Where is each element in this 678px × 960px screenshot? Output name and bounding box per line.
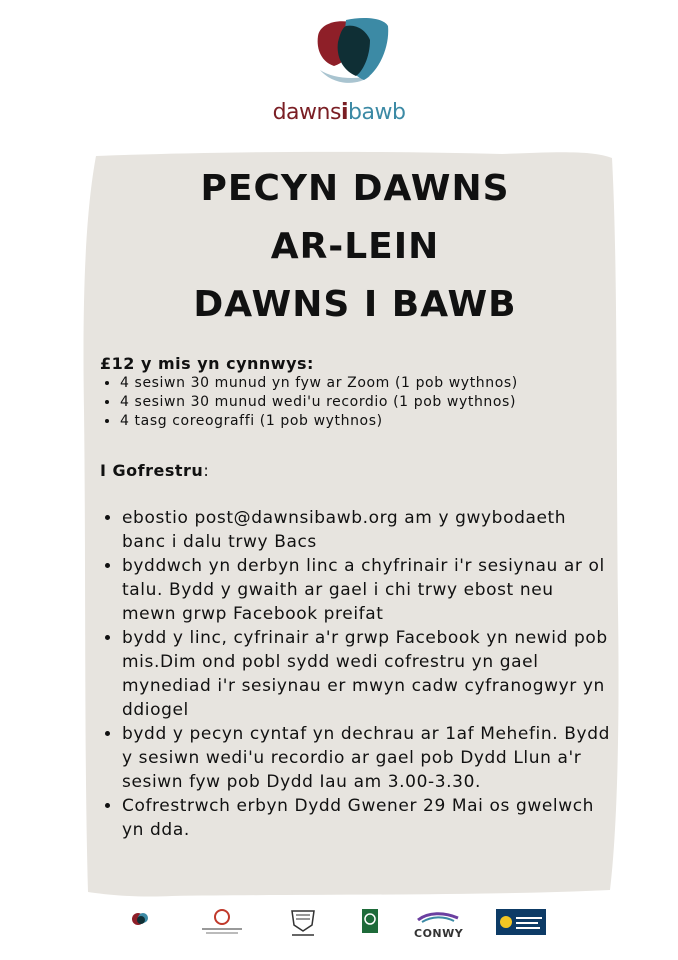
register-heading-colon: : bbox=[203, 461, 210, 480]
brand-wordmark bbox=[0, 100, 678, 125]
arts-council-wales-logo-icon bbox=[196, 907, 248, 937]
list-item: • 4 sesiwn 30 munud yn fyw ar Zoom (1 pob wythnos) bbox=[120, 374, 610, 393]
green-badge-logo-icon bbox=[360, 907, 380, 935]
flyer-content bbox=[100, 160, 610, 842]
list-item: • Cofrestrwch erbyn Dydd Gwener 29 Mai os gwelwch yn dda. bbox=[122, 794, 610, 842]
register-heading-text: I Gofrestru bbox=[100, 461, 204, 480]
list-item: • bydd y pecyn cyntaf yn dechrau ar 1af Mehefin. Bydd y sesiwn wedi'u recordio ar gael pob Dydd Llun a'r sesiwn fyw pob Dydd Iau am 3.00-3.30. bbox=[122, 722, 610, 794]
list-item: • ebostio post@dawnsibawb.org am y gwybodaeth banc i dalu trwy Bacs bbox=[122, 506, 610, 554]
sponsor-logos bbox=[0, 905, 678, 945]
list-item: • 4 tasg coreograffi (1 pob wythnos) bbox=[120, 412, 610, 431]
brand-part-dawns: dawns bbox=[272, 100, 341, 125]
register-list bbox=[100, 506, 610, 842]
conwy-logo bbox=[414, 909, 462, 939]
blue-organisation-logo-icon bbox=[496, 909, 546, 935]
brand-part-i: i bbox=[340, 100, 348, 125]
pricing-heading: £12 y mis yn cynnwys: bbox=[100, 354, 314, 373]
register-heading bbox=[100, 461, 610, 480]
title-line-1: PECYN DAWNS bbox=[200, 168, 510, 209]
list-item: • 4 sesiwn 30 munud wedi'u recordio (1 pob wythnos) bbox=[120, 393, 610, 412]
pricing-list bbox=[100, 374, 610, 431]
dawnsibawb-logo-icon bbox=[312, 14, 392, 88]
title-line-3: DAWNS I BAWB bbox=[193, 284, 517, 325]
list-item: • bydd y linc, cyfrinair a'r grwp Facebook yn newid pob mis.Dim ond pobl sydd wedi cofrestru yn gael mynediad i'r sesiynau er mwyn cadw cyfranogwyr yn ddiogel bbox=[122, 626, 610, 722]
government-crest-icon bbox=[286, 907, 320, 939]
title-line-2: AR-LEIN bbox=[270, 226, 440, 267]
page-title bbox=[100, 160, 610, 334]
conwy-waves-icon bbox=[414, 910, 462, 924]
list-item: • byddwch yn derbyn linc a chyfrinair i'r sesiynau ar ol talu. Bydd y gwaith ar gael i chi trwy ebost neu mewn grwp Facebook preifat bbox=[122, 554, 610, 626]
conwy-label: CONWY bbox=[414, 927, 464, 940]
header-logo bbox=[0, 0, 678, 140]
brand-part-bawb: bawb bbox=[348, 100, 406, 125]
dawnsibawb-small-logo-icon bbox=[130, 911, 152, 931]
